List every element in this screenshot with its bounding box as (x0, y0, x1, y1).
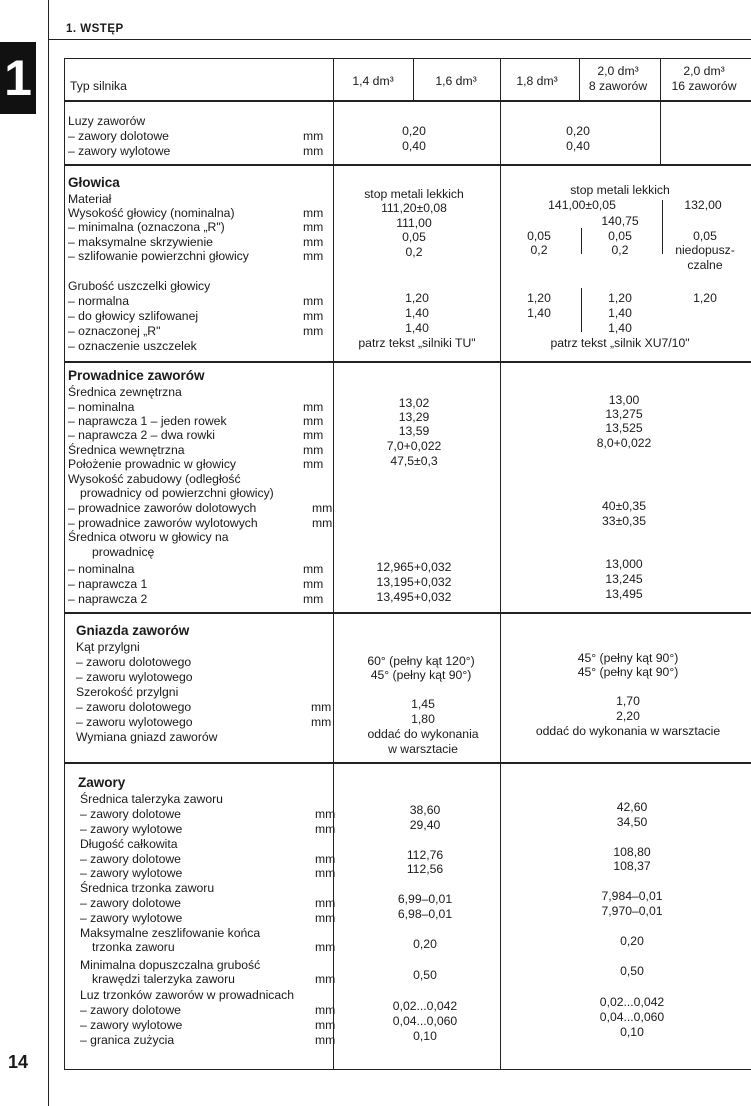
prowadnice-label-1: – nominalna (68, 400, 135, 414)
luzy-unit-1: mm (303, 144, 324, 158)
gasket-tu-2: 1,40 (405, 321, 429, 335)
prowadnice-xu-c0: 13,000 (605, 557, 643, 571)
prowadnice-label-10: Średnica otworu w głowicy na (68, 530, 229, 544)
prowadnice-xu-b0: 40±0,35 (602, 499, 646, 513)
zawory-xu-6: 0,20 (620, 934, 644, 948)
col-divider-header-a (413, 58, 414, 100)
zawory-xu-1: 34,50 (616, 815, 648, 829)
gasket-label-2: – do głowicy szlifowanej (68, 309, 199, 323)
col-header-16: 1,6 dm³ (435, 74, 477, 88)
zawory-xu-7: 0,50 (620, 964, 644, 978)
zawory-unit-2: mm (315, 852, 336, 866)
col-header-20-16-line1: 2,0 dm³ (683, 64, 725, 78)
zawory-xu-5: 7,970–0,01 (601, 904, 663, 918)
col-header-18: 1,8 dm³ (516, 74, 558, 88)
gniazda-tu-3: 1,80 (411, 712, 435, 726)
col-header-20-8-line1: 2,0 dm³ (597, 64, 639, 78)
prowadnice-unit-c0: mm (303, 562, 324, 576)
glowica-tu-0: stop metali lekkich (364, 187, 464, 201)
prowadnice-tu-c2: 13,495+0,032 (376, 590, 452, 604)
glowica-title: Głowica (68, 175, 120, 190)
zawory-label-14: – zawory dolotowe (80, 1003, 181, 1017)
gniazda-tu-5: w warsztacie (388, 742, 458, 756)
prowadnice-label-6: Wysokość zabudowy (odległość (68, 472, 241, 486)
glowica-xu20-8-0: 0,05 (608, 229, 632, 243)
prowadnice-label-3: – naprawcza 2 – dwa rowki (68, 428, 215, 442)
zawory-xu-8: 0,02...0,042 (599, 995, 665, 1009)
gasket-unit-1: mm (303, 309, 324, 323)
zawory-xu-2: 108,80 (613, 845, 651, 859)
prowadnice-label-2: – naprawcza 1 – jeden rowek (68, 414, 227, 428)
zawory-tu-1: 29,40 (409, 818, 441, 832)
luzy-label-1: – zawory dolotowe (68, 129, 169, 143)
prowadnice-xu-a1: 13,275 (605, 407, 643, 421)
zawory-xu-4: 7,984–0,01 (601, 889, 663, 903)
gniazda-label-5: – zaworu wylotowego (76, 715, 193, 729)
prowadnice-label-8: – prowadnice zaworów dolotowych (68, 501, 257, 515)
prowadnice-tu-a0: 13,02 (398, 396, 430, 410)
gasket-tu-1: 1,40 (405, 306, 429, 320)
gasket-xu18-1: 1,40 (527, 306, 551, 320)
prowadnice-label-14: – naprawcza 2 (68, 592, 148, 606)
zawory-unit-7: mm (315, 972, 336, 986)
luzy-tu-0: 0,20 (402, 124, 426, 138)
glowica-xu20-16-2: czalne (687, 258, 723, 272)
gniazda-label-2: – zaworu wylotowego (76, 670, 193, 684)
zawory-tu-10: 0,10 (413, 1029, 437, 1043)
gniazda-xu-3: 2,20 (616, 709, 640, 723)
chapter-tab-number: 1 (4, 50, 32, 106)
prowadnice-tu-a2: 13,59 (398, 424, 430, 438)
zawory-unit-8: mm (315, 1003, 336, 1017)
zawory-tu-4: 6,99–0,01 (397, 892, 453, 906)
prowadnice-unit-c2: mm (303, 592, 324, 606)
zawory-label-0: Średnica talerzyka zaworu (80, 792, 223, 806)
zawory-label-7: – zawory dolotowe (80, 896, 181, 910)
zawory-unit-5: mm (315, 911, 336, 925)
prowadnice-label-4: Średnica wewnętrzna (68, 443, 185, 457)
glowica-tu-2: 111,00 (396, 216, 432, 230)
footer-rule (64, 1069, 751, 1070)
zawory-xu-10: 0,10 (620, 1025, 644, 1039)
chapter-header: 1. WSTĘP (66, 23, 124, 35)
glowica-label-0: Materiał (68, 192, 112, 206)
prowadnice-xu-a0: 13,00 (608, 393, 640, 407)
zawory-unit-6: mm (315, 940, 336, 954)
glowica-unit-1: mm (303, 220, 324, 234)
prowadnice-xu-a2: 13,525 (605, 421, 643, 435)
xu-divider-c (581, 288, 582, 332)
xu-divider-a (581, 228, 582, 254)
gniazda-tu-4: oddać do wykonania (367, 727, 479, 741)
gniazda-xu-4: oddać do wykonania w warsztacie (535, 724, 721, 738)
prowadnice-unit-a2: mm (303, 428, 324, 442)
chapter-tab (0, 42, 36, 114)
gasket-label-1: – normalna (68, 294, 129, 308)
zawory-tu-9: 0,04...0,060 (392, 1014, 458, 1028)
gasket-xu18-0: 1,20 (527, 291, 551, 305)
glowica-xu20-8-1: 0,2 (611, 243, 629, 257)
zawory-unit-9: mm (315, 1018, 336, 1032)
zawory-label-16: – granica zużycia (80, 1033, 175, 1047)
col-divider-header-c (660, 58, 661, 164)
prowadnice-unit-a0: mm (303, 400, 324, 414)
prowadnice-label-9: – prowadnice zaworów wylotowych (68, 516, 258, 530)
gniazda-title: Gniazda zaworów (76, 623, 190, 638)
page-number: 14 (8, 1052, 29, 1072)
glowica-label-1: Wysokość głowicy (nominalna) (68, 206, 235, 220)
col-divider-main-right (500, 58, 501, 1069)
zawory-unit-1: mm (315, 822, 336, 836)
gasket-label-4: – oznaczenie uszczelek (68, 339, 197, 353)
zawory-label-6: Średnica trzonka zaworu (80, 881, 215, 895)
prowadnice-unit-b0: mm (312, 501, 333, 515)
zawory-tu-5: 6,98–0,01 (397, 907, 453, 921)
section-divider-2 (64, 361, 751, 363)
glowica-unit-3: mm (303, 249, 324, 263)
gasket-label-3: – oznaczonej „R" (68, 324, 161, 338)
zawory-tu-0: 38,60 (409, 803, 441, 817)
zawory-tu-8: 0,02...0,042 (392, 999, 458, 1013)
prowadnice-label-13: – naprawcza 1 (68, 577, 148, 591)
col-divider-header-b (579, 58, 580, 100)
zawory-label-1: – zawory dolotowe (80, 807, 181, 821)
zawory-label-2: – zawory wylotowe (80, 822, 183, 836)
luzy-tu-1: 0,40 (402, 139, 426, 153)
gniazda-tu-2: 1,45 (411, 697, 435, 711)
zawory-tu-7: 0,50 (413, 968, 437, 982)
gasket-xu20-16-0: 1,20 (693, 291, 717, 305)
glowica-xu20-16-1: niedopusz- (675, 243, 735, 257)
glowica-label-3: – maksymalne skrzywienie (68, 235, 213, 249)
header-row-bottom (64, 100, 751, 102)
section-divider-4 (64, 762, 751, 764)
gasket-xu20-8-0: 1,20 (608, 291, 632, 305)
gniazda-xu-1: 45° (pełny kąt 90°) (577, 665, 679, 679)
gasket-tu-0: 1,20 (405, 291, 429, 305)
prowadnice-unit-a3: mm (303, 443, 324, 457)
col-header-14: 1,4 dm³ (352, 74, 394, 88)
prowadnice-label-11: prowadnicę (92, 545, 155, 559)
zawory-unit-0: mm (315, 807, 336, 821)
glowica-xu-height-b: 132,00 (684, 198, 722, 212)
luzy-xu-1: 0,40 (566, 139, 590, 153)
zawory-label-12: krawędzi talerzyka zaworu (92, 972, 235, 986)
gniazda-xu-0: 45° (pełny kąt 90°) (577, 651, 679, 665)
zawory-unit-10: mm (315, 1033, 336, 1047)
prowadnice-title: Prowadnice zaworów (68, 368, 205, 383)
table-top-border (64, 58, 751, 59)
engine-type-label: Typ silnika (70, 79, 127, 93)
zawory-xu-0: 42,60 (616, 800, 648, 814)
prowadnice-tu-c0: 12,965+0,032 (376, 560, 452, 574)
section-divider-3 (64, 612, 751, 614)
prowadnice-unit-a1: mm (303, 414, 324, 428)
zawory-unit-4: mm (315, 896, 336, 910)
prowadnice-unit-b1: mm (312, 516, 333, 530)
zawory-label-5: – zawory wylotowe (80, 866, 183, 880)
gniazda-label-3: Szerokość przylgni (76, 685, 179, 699)
prowadnice-tu-c1: 13,195+0,032 (376, 575, 452, 589)
gasket-label-0: Grubość uszczelki głowicy (68, 279, 211, 293)
glowica-xu-min: 140,75 (601, 214, 639, 228)
glowica-tu-4: 0,2 (405, 245, 423, 259)
zawory-unit-3: mm (315, 866, 336, 880)
gasket-xu20-8-2: 1,40 (608, 321, 632, 335)
gniazda-tu-1: 45° (pełny kąt 90°) (370, 668, 472, 682)
luzy-label-0: Luzy zaworów (68, 114, 146, 128)
zawory-label-9: Maksymalne zeszlifowanie końca (80, 926, 261, 940)
gniazda-xu-2: 1,70 (616, 694, 640, 708)
glowica-xu-height-a: 141,00±0,05 (548, 198, 616, 212)
glowica-tu-3: 0,05 (402, 230, 426, 244)
zawory-label-10: trzonka zaworu (92, 940, 175, 954)
gasket-xu20-8-1: 1,40 (608, 306, 632, 320)
prowadnice-unit-c1: mm (303, 577, 324, 591)
gniazda-label-0: Kąt przylgni (76, 640, 140, 654)
zawory-tu-2: 112,76 (406, 848, 444, 862)
glowica-xu18-0: 0,05 (527, 229, 551, 243)
zawory-label-3: Długość całkowita (80, 837, 178, 851)
prowadnice-xu-c1: 13,245 (605, 572, 643, 586)
prowadnice-xu-c2: 13,495 (605, 587, 643, 601)
col-header-20-16-line2: 16 zaworów (671, 79, 737, 93)
gniazda-unit-1: mm (311, 715, 332, 729)
prowadnice-label-12: – nominalna (68, 562, 135, 576)
glowica-tu-1: 111,20±0,08 (381, 201, 447, 215)
zawory-label-4: – zawory dolotowe (80, 852, 181, 866)
section-divider-1 (64, 164, 751, 166)
zawory-label-15: – zawory wylotowe (80, 1018, 183, 1032)
glowica-xu18-1: 0,2 (530, 243, 548, 257)
prowadnice-label-5: Położenie prowadnic w głowicy (68, 457, 237, 471)
gniazda-label-6: Wymiana gniazd zaworów (76, 730, 218, 744)
glowica-xu20-16-0: 0,05 (693, 229, 717, 243)
prowadnice-label-7: prowadnicy od powierzchni głowicy) (80, 486, 274, 500)
prowadnice-tu-a1: 13,29 (398, 410, 430, 424)
glowica-label-2: – minimalna (oznaczona „R") (68, 220, 225, 234)
zawory-title: Zawory (78, 775, 126, 790)
table-left-border (64, 58, 65, 1069)
prowadnice-xu-a3: 8,0+0,022 (596, 436, 652, 450)
luzy-xu-0: 0,20 (566, 124, 590, 138)
zawory-label-11: Minimalna dopuszczalna grubość (80, 958, 261, 972)
glowica-unit-2: mm (303, 235, 324, 249)
luzy-unit-0: mm (303, 129, 324, 143)
prowadnice-label-0: Średnica zewnętrzna (68, 385, 182, 399)
prowadnice-tu-a3: 7,0+0,022 (386, 439, 442, 453)
zawory-xu-9: 0,04...0,060 (599, 1010, 665, 1024)
gniazda-unit-0: mm (311, 700, 332, 714)
luzy-label-2: – zawory wylotowe (68, 144, 171, 158)
gasket-unit-0: mm (303, 294, 324, 308)
zawory-tu-3: 112,56 (406, 862, 444, 876)
glowica-xu-material: stop metali lekkich (570, 183, 670, 197)
gasket-unit-2: mm (303, 324, 324, 338)
header-rule (48, 39, 751, 40)
zawory-tu-6: 0,20 (413, 937, 437, 951)
zawory-label-8: – zawory wylotowe (80, 911, 183, 925)
zawory-xu-3: 108,37 (613, 859, 651, 873)
zawory-label-13: Luz trzonków zaworów w prowadnicach (80, 988, 295, 1002)
prowadnice-xu-b1: 33±0,35 (602, 514, 646, 528)
prowadnice-unit-a4: mm (303, 457, 324, 471)
prowadnice-tu-a4: 47,5±0,3 (390, 454, 438, 468)
glowica-label-4: – szlifowanie powierzchni głowicy (68, 249, 249, 263)
glowica-unit-0: mm (303, 206, 324, 220)
gasket-tu-note: patrz tekst „silniki TU" (358, 336, 476, 350)
xu-divider-b (662, 200, 663, 254)
col-header-20-8-line2: 8 zaworów (588, 79, 648, 93)
gasket-xu-note: patrz tekst „silnik XU7/10" (550, 336, 690, 350)
gniazda-tu-0: 60° (pełny kąt 120°) (367, 654, 475, 668)
gniazda-label-4: – zaworu dolotowego (76, 700, 192, 714)
gniazda-label-1: – zaworu dolotowego (76, 655, 192, 669)
page-left-border (48, 0, 49, 1106)
